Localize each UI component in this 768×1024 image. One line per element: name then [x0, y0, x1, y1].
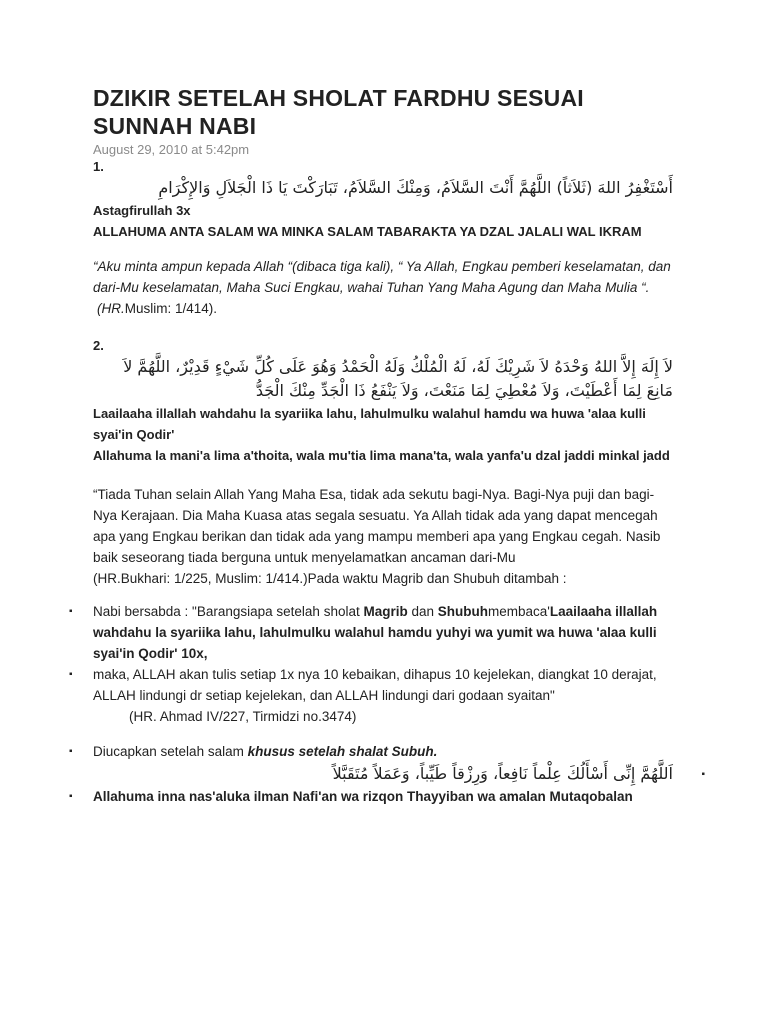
list-item: [69, 601, 673, 664]
translation-1: “Aku minta ampun kepada Allah “(dibaca tiga kali), “ Ya Allah, Engkau pemberi keselamatan, dan dari-Mu keselamatan, Maha Suci Engkau, wahai Tuhan Yang Maha Agung dan Maha Mulia “.: [93, 259, 671, 295]
bullet-marker: ▪: [69, 606, 73, 617]
reference-1-prefix: (HR.: [97, 301, 125, 316]
reference-1-rest: Muslim: 1/414).: [124, 301, 218, 316]
bullet-5-text: Allahuma inna nas'aluka ilman Nafi'an wa rizqon Thayyiban wa amalan Mutaqobalan: [93, 789, 633, 804]
list-item: [69, 664, 673, 727]
bullet-1-magrib: Magrib: [363, 604, 408, 619]
list-item: [93, 762, 705, 786]
latin-text-1a: Astagfirullah 3x: [93, 203, 191, 218]
arabic-text-1: أَسْتَغْفِرُ اللهَ (ثَلاَثاً) اللَّهُمَّ أَنْتَ السَّلاَمُ، وَمِنْكَ السَّلاَمُ، تَبَارَكْتَ يَا ذَا الْجَلاَلِ وَالإِكْرَامِ: [158, 178, 673, 197]
bullet-marker: ▪: [69, 791, 73, 802]
bullet-1-shubuh: Shubuh: [437, 604, 489, 619]
translation-2: “Tiada Tuhan selain Allah Yang Maha Esa, tidak ada sekutu bagi-Nya. Bagi-Nya puji dan bagi-Nya Kerajaan. Dia Maha Kuasa atas segala sesuatu. Ya Allah tidak ada yang dapat mencegah apa yang Engkau berikan dan tidak ada yang mampu memberi apa yang Engkau cegah. Nasib baik seseorang tiada berguna untuk menyelamatkan ancaman dari-Mu: [93, 487, 661, 565]
document-body: [69, 84, 705, 807]
latin-text-1b: ALLAHUMA ANTA SALAM WA MINKA SALAM TABARAKTA YA DZAL JALALI WAL IKRAM: [93, 224, 642, 239]
bullet-3-text: Diucapkan setelah salam: [93, 744, 248, 759]
bullet-3-emphasis: khusus setelah shalat Subuh.: [247, 744, 438, 759]
list-item: [69, 786, 673, 807]
latin-text-2b: Allahuma la mani'a lima a'thoita, wala mu'tia lima mana'ta, wala yanfa'u dzal jaddi minkal jadd: [93, 448, 670, 463]
bullet-marker: ▪: [69, 669, 73, 680]
reference-2: (HR.Bukhari: 1/225, Muslim: 1/414.)Pada waktu Magrib dan Shubuh ditambah :: [93, 571, 567, 586]
section-number-1: 1.: [93, 159, 104, 174]
section-number-2: 2.: [93, 338, 104, 353]
list-item: [69, 741, 673, 762]
bullet-2-reference: (HR. Ahmad IV/227, Tirmidzi no.3474): [129, 709, 357, 724]
reference-1: [93, 298, 673, 319]
bullet-1-dan: dan: [407, 604, 438, 619]
bullet-1-text: Nabi bersabda : "Barangsiapa setelah sholat: [93, 604, 364, 619]
latin-text-2a: Laailaaha illallah wahdahu la syariika lahu, lahulmulku walahul hamdu wa huwa 'alaa kulli syai'in Qodir': [93, 406, 646, 442]
bullet-marker: ▪: [701, 769, 705, 780]
arabic-text-2: لاَ إِلَهَ إِلاَّ اللهُ وَحْدَهُ لاَ شَرِيْكَ لَهُ، لَهُ الْمُلْكُ وَلَهُ الْحَمْدُ وَهُوَ عَلَى كُلِّ شَيْءٍ قَدِيْرٌ، اللَّهُمَّ لاَ مَانِعَ لِمَا أَعْطَيْتَ، وَلاَ مُعْطِيَ لِمَا مَنَعْتَ، وَلاَ يَنْفَعُ ذَا الْجَدِّ مِنْكَ الْجَدُّ: [123, 357, 673, 400]
bullet-4-arabic: اَللَّهُمَّ إِنِّى أَسْأَلُكَ عِلْماً نَافِعاً، وَرِزْقاً طَيِّباً، وَعَمَلاً مُتَقَبَّلاً: [332, 764, 673, 783]
bullet-marker: ▪: [69, 746, 73, 757]
bullet-2-text: maka, ALLAH akan tulis setiap 1x nya 10 kebaikan, dihapus 10 kejelekan, diangkat 10 derajat, ALLAH lindungi dr setiap kejelekan, dan ALLAH lindungi dari godaan syaitan": [93, 667, 657, 703]
bullet-1-dzikir: Laailaaha illallah wahdahu la syariika lahu, lahulmulku walahul hamdu yuhyi wa yumit wa huwa 'alaa kulli syai'in Qodir' 10x,: [93, 604, 658, 661]
page-title: DZIKIR SETELAH SHOLAT FARDHU SESUAI SUNNAH NABI: [93, 85, 584, 139]
post-date: August 29, 2010 at 5:42pm: [93, 142, 250, 157]
bullet-list: [69, 601, 705, 807]
bullet-1-membaca: membaca': [488, 604, 550, 619]
